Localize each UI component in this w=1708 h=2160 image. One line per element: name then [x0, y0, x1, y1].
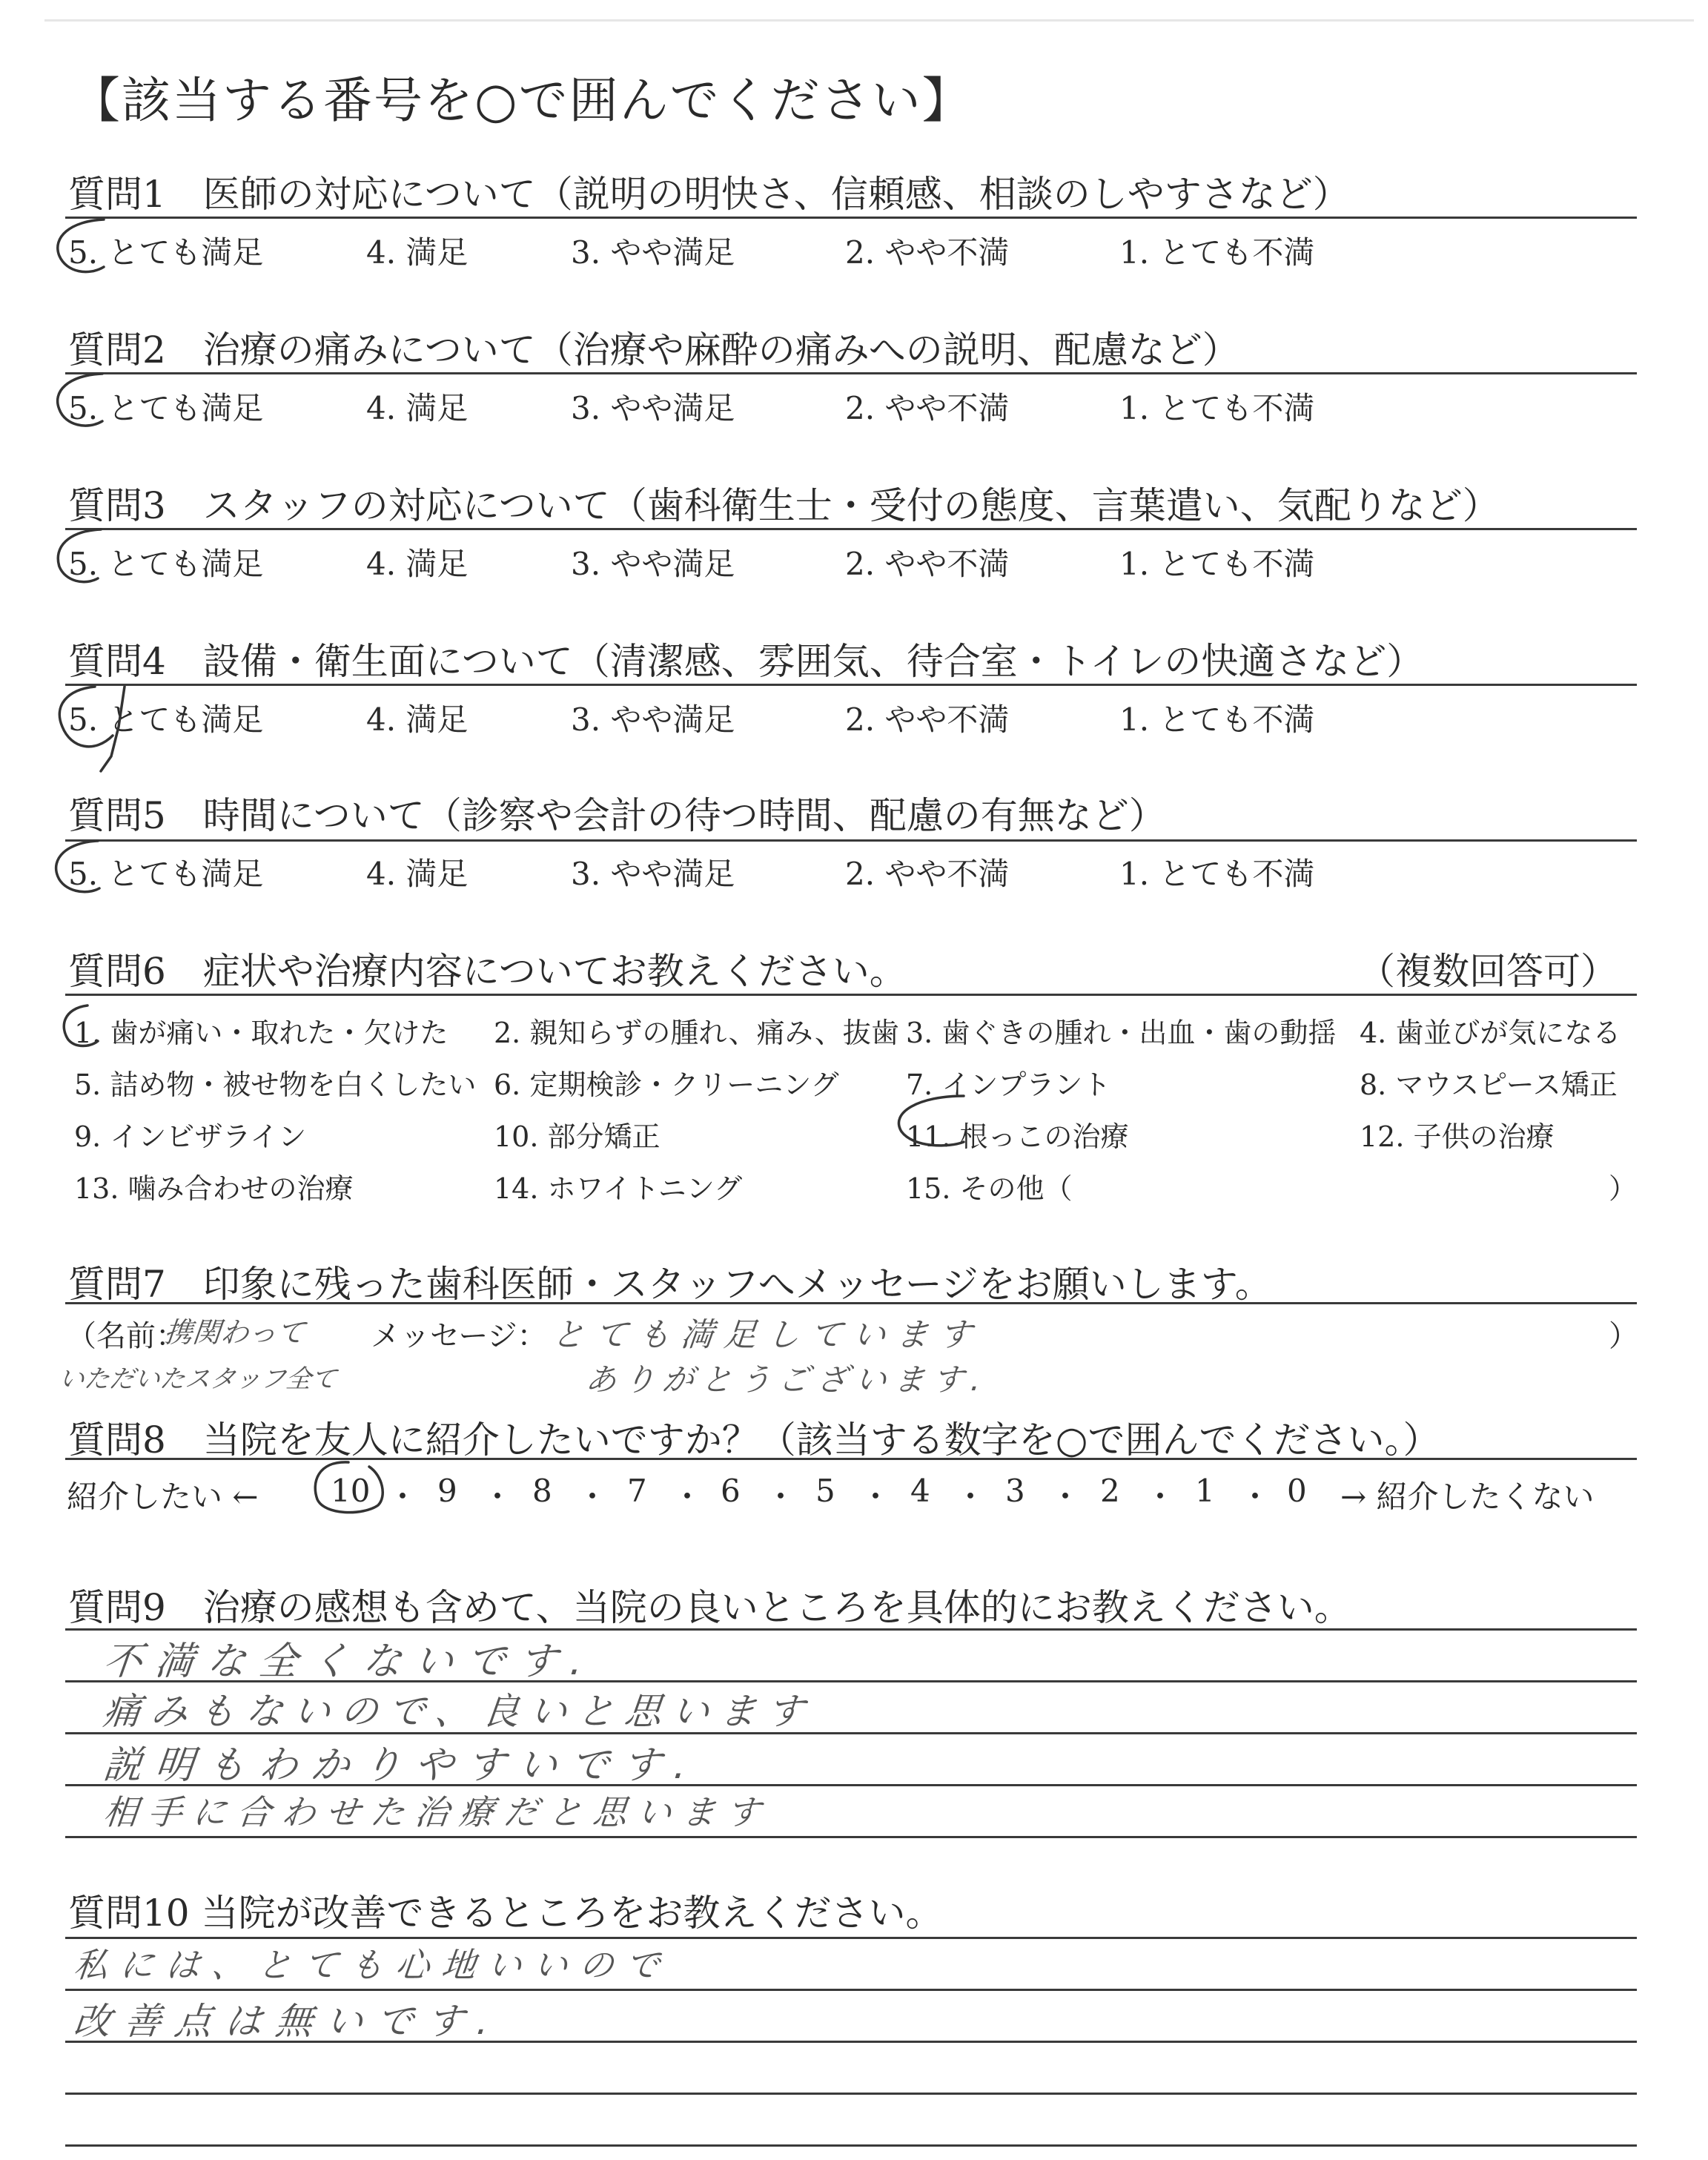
q2-option-2[interactable]: 2. やや不満: [845, 390, 1010, 426]
q8-scale-sep: ・: [1050, 1479, 1082, 1515]
q8-scale-sep: ・: [765, 1479, 797, 1515]
q8-scale-5[interactable]: 5: [815, 1473, 835, 1509]
question-3-title: 質問3 スタッフの対応について（歯科衛生士・受付の態度、言葉遣い、気配りなど）: [68, 484, 1500, 527]
q9-answer-line-2: 痛みもないので、良いと思います: [101, 1690, 817, 1733]
q5-selection-circle: [56, 841, 99, 892]
q10-answer-line-1: 私には、とても心地いいので: [71, 1945, 674, 1985]
q10-answer-line-2: 改善点は無いです.: [71, 2000, 505, 2043]
q8-scale-sep: ・: [860, 1479, 892, 1515]
q8-scale-7[interactable]: 7: [627, 1473, 647, 1509]
q1-option-1[interactable]: 1. とても不満: [1119, 234, 1315, 271]
q7-handwritten-message-2: ありがとうございます.: [583, 1361, 990, 1398]
q6-option-12[interactable]: 12. 子供の治療: [1360, 1120, 1555, 1153]
q8-scale-0[interactable]: 0: [1287, 1473, 1307, 1509]
q2-selection-circle: [58, 374, 102, 426]
q5-option-3[interactable]: 3. やや満足: [571, 856, 735, 892]
q6-option-14[interactable]: 14. ホワイトニング: [494, 1172, 743, 1205]
q4-option-4[interactable]: 4. 満足: [366, 701, 469, 738]
q2-option-1[interactable]: 1. とても不満: [1119, 390, 1315, 426]
q1-option-2[interactable]: 2. やや不満: [845, 234, 1010, 271]
question-1-title: 質問1 医師の対応について（説明の明快さ、信頼感、相談のしやすさなど）: [68, 173, 1350, 216]
question-5-title: 質問5 時間について（診察や会計の待つ時間、配慮の有無など）: [68, 794, 1166, 837]
q2-option-3[interactable]: 3. やや満足: [571, 390, 735, 426]
q6-option-11[interactable]: 11. 根っこの治療: [906, 1120, 1129, 1153]
q8-scale-4[interactable]: 4: [910, 1473, 930, 1509]
q8-selection-circle: [315, 1462, 383, 1513]
q6-option-11-circle: [898, 1096, 964, 1146]
question-10-title: 質問10 当院が改善できるところをお教えください。: [68, 1892, 943, 1935]
q8-scale-9[interactable]: 9: [437, 1473, 457, 1509]
q9-answer-line-3: 説明もわかりやすいです.: [101, 1743, 703, 1788]
q8-scale-left-label: 紹介したい ←: [67, 1479, 259, 1515]
q8-scale-sep: ・: [955, 1479, 987, 1515]
q8-scale-sep: ・: [1145, 1479, 1176, 1515]
q3-option-5[interactable]: 5. とても満足: [68, 546, 264, 582]
q8-scale-10[interactable]: 10: [331, 1473, 371, 1509]
q4-selection-circle: [59, 687, 113, 747]
q6-option-8[interactable]: 8. マウスピース矯正: [1360, 1069, 1618, 1101]
q2-option-4[interactable]: 4. 満足: [366, 390, 469, 426]
q6-option-1[interactable]: 1. 歯が痛い・取れた・欠けた: [74, 1017, 448, 1049]
q2-option-5[interactable]: 5. とても満足: [68, 390, 264, 426]
q7-message-label: メッセージ：: [371, 1319, 547, 1353]
question-2-title: 質問2 治療の痛みについて（治療や麻酔の痛みへの説明、配慮など）: [68, 328, 1239, 371]
q3-selection-circle: [58, 529, 101, 582]
q8-scale-sep: ・: [482, 1479, 514, 1515]
q6-option-9[interactable]: 9. インビザライン: [74, 1120, 307, 1153]
form-header: 【該当する番号を○で囲んでください】: [71, 72, 973, 129]
q8-scale-3[interactable]: 3: [1005, 1473, 1025, 1509]
q5-option-4[interactable]: 4. 満足: [366, 856, 469, 892]
question-7-title: 質問7 印象に残った歯科医師・スタッフへメッセージをお願いします。: [68, 1263, 1272, 1306]
q1-option-4[interactable]: 4. 満足: [366, 234, 469, 271]
q7-handwritten-name-2: いただいたスタッフ全て: [57, 1364, 338, 1394]
question-4-title: 質問4 設備・衛生面について（清潔感、雰囲気、待合室・トイレの快適さなど）: [68, 640, 1424, 683]
q8-scale-sep: ・: [387, 1479, 419, 1515]
q9-answer-line-4: 相手に合わせた治療だと思います: [101, 1792, 773, 1832]
q6-option-1-circle: [64, 1005, 98, 1046]
question-9-title: 質問9 治療の感想も含めて、当院の良いところを具体的にお教えください。: [68, 1586, 1351, 1629]
q7-handwritten-name-1: 携関わって: [162, 1316, 307, 1349]
q6-option-7[interactable]: 7. インプラント: [906, 1069, 1111, 1101]
q1-selection-circle: [58, 219, 104, 272]
q6-option-2[interactable]: 2. 親知らずの腫れ、痛み、抜歯: [494, 1017, 899, 1049]
q5-option-5[interactable]: 5. とても満足: [68, 856, 264, 892]
q8-scale-8[interactable]: 8: [532, 1473, 552, 1509]
q6-option-10[interactable]: 10. 部分矯正: [494, 1120, 661, 1153]
q6-option-15-close: ）: [1609, 1172, 1638, 1205]
q8-scale-sep: ・: [577, 1479, 609, 1515]
q8-scale-sep: ・: [1239, 1479, 1271, 1515]
q3-option-4[interactable]: 4. 満足: [366, 546, 469, 582]
q6-option-5[interactable]: 5. 詰め物・被せ物を白くしたい: [74, 1069, 477, 1101]
q6-option-3[interactable]: 3. 歯ぐきの腫れ・出血・歯の動揺: [906, 1017, 1337, 1049]
q4-selection-tick: [101, 687, 125, 771]
q8-scale-6[interactable]: 6: [721, 1473, 741, 1509]
q7-handwritten-message-1: とても満足しています: [549, 1316, 984, 1354]
question-8-title: 質問8 当院を友人に紹介したいですか？（該当する数字を○で囲んでください。）: [68, 1418, 1440, 1462]
q6-option-6[interactable]: 6. 定期検診・クリーニング: [494, 1069, 839, 1101]
q8-scale-2[interactable]: 2: [1100, 1473, 1120, 1509]
q9-answer-line-1: 不満な全くないです.: [101, 1639, 599, 1684]
q3-option-1[interactable]: 1. とても不満: [1119, 546, 1315, 582]
q3-option-2[interactable]: 2. やや不満: [845, 546, 1010, 582]
q5-option-1[interactable]: 1. とても不満: [1119, 856, 1315, 892]
q5-option-2[interactable]: 2. やや不満: [845, 856, 1010, 892]
q4-option-1[interactable]: 1. とても不満: [1119, 701, 1315, 738]
q4-option-5[interactable]: 5. とても満足: [68, 701, 264, 738]
q1-option-3[interactable]: 3. やや満足: [571, 234, 735, 271]
q7-close-paren: ）: [1609, 1319, 1638, 1353]
q6-option-13[interactable]: 13. 噛み合わせの治療: [74, 1172, 354, 1205]
question-6-title: 質問6 症状や治療内容についてお教えください。: [68, 950, 907, 993]
q6-option-15[interactable]: 15. その他（: [906, 1172, 1073, 1205]
q4-option-3[interactable]: 3. やや満足: [571, 701, 735, 738]
q8-scale-right-label: → 紹介したくない: [1340, 1479, 1595, 1515]
q8-scale-1[interactable]: 1: [1195, 1473, 1215, 1509]
q8-scale-sep: ・: [672, 1479, 704, 1515]
q1-option-5[interactable]: 5. とても満足: [68, 234, 264, 271]
q4-option-2[interactable]: 2. やや不満: [845, 701, 1010, 738]
q6-option-4[interactable]: 4. 歯並びが気になる: [1360, 1017, 1621, 1049]
q7-name-label: （名前：: [67, 1319, 185, 1353]
q3-option-3[interactable]: 3. やや満足: [571, 546, 735, 582]
question-6-note: （複数回答可）: [1358, 950, 1618, 993]
